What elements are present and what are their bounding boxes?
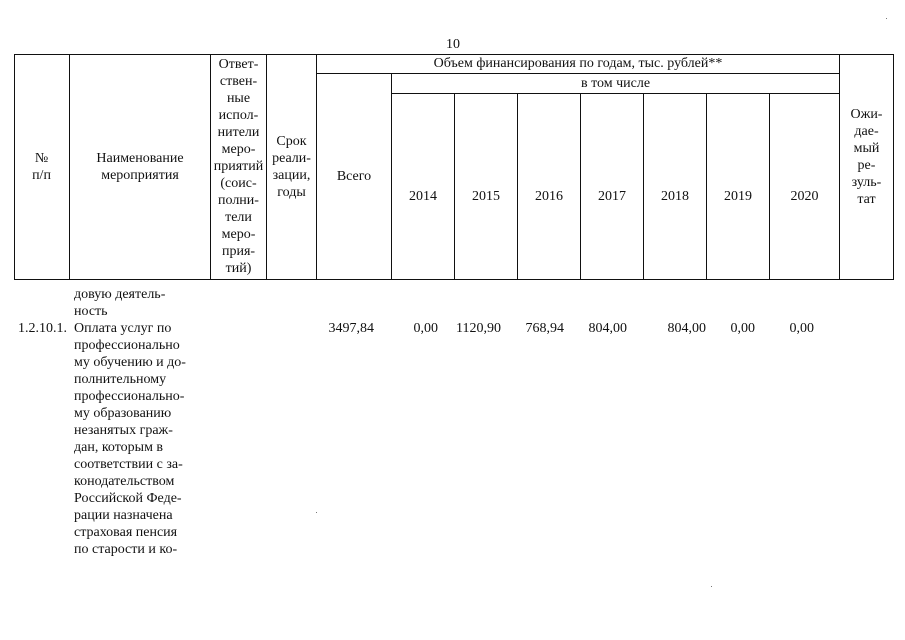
header-num: № п/п — [32, 150, 51, 183]
row-total: 3497,84 — [328, 321, 374, 336]
header-total: Всего — [336, 169, 372, 184]
row-name: Оплата услуг по профессионально му обучению и до- полнительному профессионально- му образованию незанятых граж- дан, которым в соответствии с за- конодательством Российской Феде- рации назначена страховая пенсия по старости и ко- — [74, 321, 186, 557]
table-header — [14, 54, 894, 280]
scan-speck — [886, 18, 887, 19]
header-year-2015: 2015 — [472, 189, 500, 204]
header-name: Наименование мероприятия — [96, 150, 184, 183]
continuation-text: довую деятель- ность — [74, 287, 166, 319]
row-value-2020: 0,00 — [789, 321, 814, 336]
header-year-2017: 2017 — [598, 189, 626, 204]
row-value-2017: 804,00 — [588, 321, 627, 336]
header-funding: Объем финансирования по годам, тыс. рублей** — [433, 56, 723, 71]
border-right — [893, 54, 894, 280]
row-value-2018: 804,00 — [667, 321, 706, 336]
header-year-2016: 2016 — [535, 189, 563, 204]
row-code: 1.2.10.1. — [18, 321, 67, 336]
row-value-2015: 1120,90 — [456, 321, 501, 336]
header-year-2018: 2018 — [661, 189, 689, 204]
scan-speck — [711, 586, 712, 587]
row-value-2019: 0,00 — [730, 321, 755, 336]
row-value-2014: 0,00 — [413, 321, 438, 336]
header-term: Срок реали- зации, годы — [272, 133, 311, 200]
scan-speck — [316, 512, 317, 513]
page-number: 10 — [446, 37, 460, 52]
header-responsible: Ответ- ствен- ные испол- нители меро- приятий (соис- полни- тели меро- прия- тий) — [213, 57, 264, 276]
row-value-2016: 768,94 — [525, 321, 564, 336]
header-including: в том числе — [580, 76, 651, 91]
header-year-2014: 2014 — [409, 189, 437, 204]
header-year-2020: 2020 — [790, 189, 819, 204]
header-result: Ожи- дае- мый ре- зуль- тат — [850, 106, 883, 207]
header-year-2019: 2019 — [724, 189, 752, 204]
